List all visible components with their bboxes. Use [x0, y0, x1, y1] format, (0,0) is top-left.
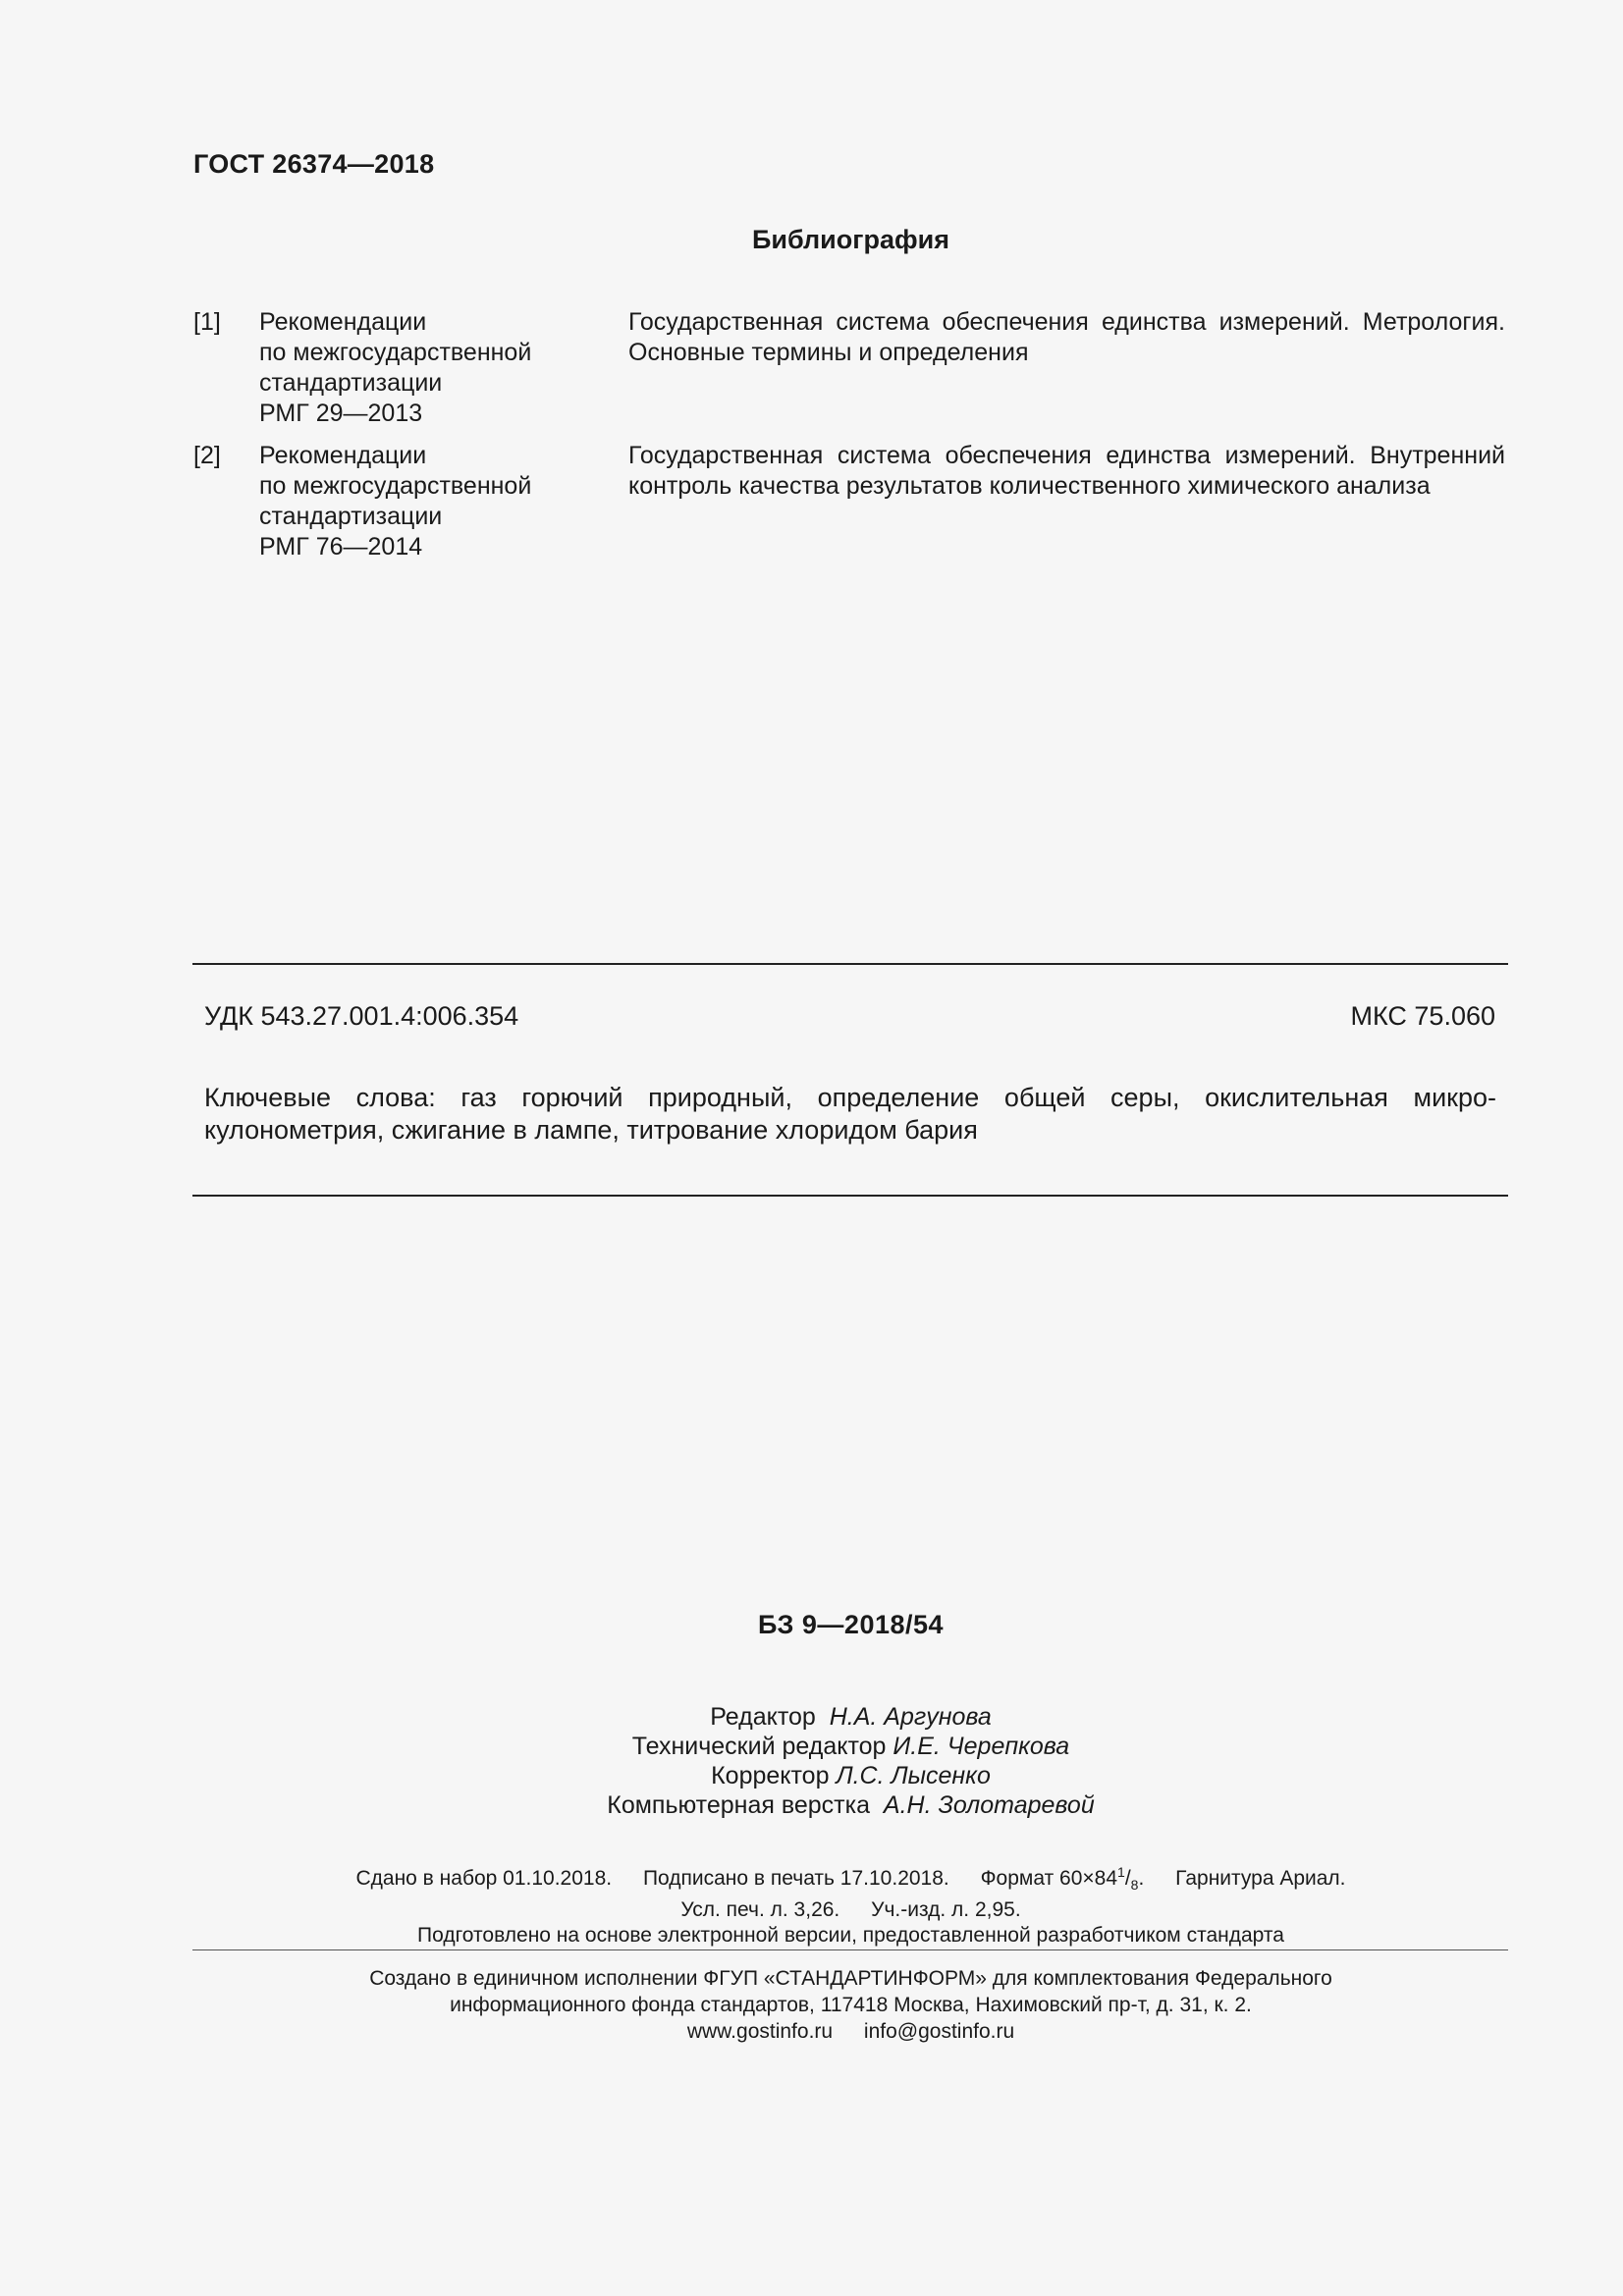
credit-role: Компьютерная верстка: [607, 1791, 870, 1819]
entry-description: Государственная система обеспечения единства измерений. Метрология. Основные термины и определения: [628, 308, 1505, 366]
imprint-typeface: Гарнитура Ариал.: [1175, 1867, 1346, 1890]
credit-layout: [0, 1790, 1623, 1820]
imprint-format: Формат $60\times 84^1/_8$.: [980, 1864, 1145, 1894]
credit-name: А.Н. Золотаревой: [883, 1791, 1095, 1819]
email-link[interactable]: info@gostinfo.ru: [863, 2020, 1015, 2043]
credit-role: Технический редактор: [631, 1733, 887, 1760]
entry-source-line: по межгосударственной: [259, 339, 532, 366]
imprint-line-1: [0, 1859, 1623, 1897]
imprint-divider: [192, 1949, 1508, 1950]
top-divider: [192, 963, 1508, 965]
credit-name: Н.А. Аргунова: [829, 1703, 992, 1731]
imprint-submitted: Сдано в набор 01.10.2018.: [355, 1867, 613, 1890]
imprint-publisher-sheets: Уч.-изд. л. 2,95.: [871, 1898, 1021, 1922]
format-sup: 1: [1117, 1864, 1125, 1880]
entry-source-line: стандартизации: [259, 369, 443, 397]
website-link[interactable]: www.gostinfo.ru: [686, 2020, 834, 2043]
credits-block: [0, 1702, 1623, 1820]
credit-corrector: [0, 1761, 1623, 1790]
udk-code: УДК 543.27.001.4:006.354: [204, 1001, 519, 1031]
imprint-prepared: Подготовлено на основе электронной версии, предоставленной разработчиком стандарта: [417, 1924, 1284, 1948]
entry-source-line: РМГ 29—2013: [259, 400, 423, 427]
imprint-print-sheets: Усл. печ. л. 3,26.: [680, 1898, 840, 1922]
bibliography-title: Библиография: [752, 225, 949, 254]
bz-code: БЗ 9—2018/54: [757, 1610, 945, 1639]
entry-source-line: Рекомендации: [259, 308, 427, 336]
entry-source-line: РМГ 76—2014: [259, 533, 423, 561]
credit-name: Л.С. Лысенко: [836, 1762, 991, 1789]
format-suffix: .: [1138, 1867, 1145, 1890]
credit-editor: [0, 1702, 1623, 1732]
credit-role: Редактор: [710, 1703, 816, 1731]
format-sub: 8: [1130, 1877, 1139, 1894]
entry-source: [259, 307, 632, 429]
entry-number: [2]: [193, 442, 221, 469]
entry-source: [259, 441, 632, 562]
creator-line-1: Создано в единичном исполнении ФГУП «СТАНДАРТИНФОРМ» для комплектования Федерального: [369, 1967, 1332, 1990]
entry-source-line: стандартизации: [259, 503, 443, 530]
keywords: Ключевые слова: газ горючий природный, определение общей серы, окислительная микро-кулонометрия, сжигание в лампе, титрование хлоридом бария: [204, 1083, 1496, 1145]
imprint-signed: Подписано в печать 17.10.2018.: [642, 1867, 949, 1890]
imprint-block: [0, 1859, 1623, 1949]
credit-technical-editor: [0, 1732, 1623, 1761]
imprint-line-2: [0, 1897, 1623, 1923]
entry-description: Государственная система обеспечения единства измерений. Внутренний контроль качества результатов количественного химического анализа: [628, 442, 1505, 500]
mks-code: МКС 75.060: [1350, 1001, 1495, 1031]
entry-number: [1]: [193, 308, 221, 336]
bottom-divider: [192, 1195, 1508, 1197]
creator-contacts: [0, 2018, 1623, 2045]
creator-block: [0, 1965, 1623, 2045]
format-prefix: Формат 60×84: [980, 1867, 1118, 1890]
credit-role: Корректор: [711, 1762, 830, 1789]
entry-source-line: Рекомендации: [259, 442, 427, 469]
credit-name: И.Е. Черепкова: [893, 1733, 1070, 1760]
creator-line-2: информационного фонда стандартов, 117418 Москва, Нахимовский пр-т, д. 31, к. 2.: [450, 1994, 1252, 2016]
entry-source-line: по межгосударственной: [259, 472, 532, 500]
document-code: ГОСТ 26374—2018: [193, 149, 435, 179]
